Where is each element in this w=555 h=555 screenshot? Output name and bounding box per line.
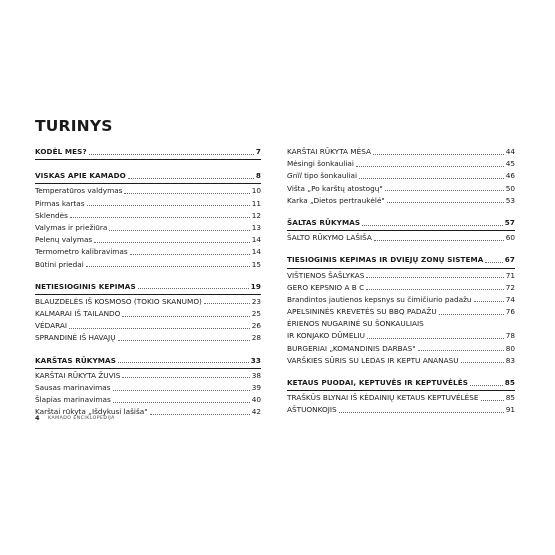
toc-entry[interactable] [35,394,261,406]
page-ref: 44 [505,147,515,156]
dot-leader [109,230,249,231]
toc-entry[interactable] [287,282,515,294]
entry-title: IR KONJAKO DŪMELIU [287,331,366,341]
dot-leader [474,301,504,302]
toc-right-column [287,146,515,427]
page-ref: 33 [250,355,261,365]
toc-section [35,281,261,345]
toc-entry[interactable] [287,355,515,367]
entry-title: KALMARAI IŠ TAILANDO [35,309,121,319]
section-rule [287,230,515,231]
entry-title: Vištа „Po karštų atostogų" [287,183,383,193]
entry-title: TRAŠKŪS BLYNAI IŠ KĖDAINIŲ KETAUS KEPTUVĖLĖSE [287,393,479,403]
page-ref: 67 [504,255,515,265]
dot-leader [118,362,249,363]
dot-leader [485,262,502,263]
toc-entry[interactable] [35,185,261,197]
entry-title: ŠALTO RŪKYMO LAŠIŠA [287,233,372,243]
section-rule [287,268,515,269]
toc-section-heading[interactable] [35,355,261,367]
entry-title: APELSININĖS KREVETĖS SU BBQ PADAŽU [287,307,437,317]
entry-title: Būtini priedai [35,259,84,269]
section-rule [35,159,261,160]
toc-entry[interactable] [287,170,515,182]
toc-entry[interactable] [287,318,515,330]
toc-section [35,355,261,419]
dot-leader [130,254,250,255]
page-ref: 80 [505,343,515,353]
dot-leader [118,340,250,341]
toc-section-heading[interactable] [287,254,515,266]
dot-leader [387,202,504,203]
page-ref: 71 [505,270,515,280]
section-rule [35,183,261,184]
entry-title: Temperatūros valdymas [35,186,123,196]
dot-leader [113,390,250,391]
toc-entry[interactable] [287,343,515,355]
toc-entry[interactable] [287,183,515,195]
page-ref: 46 [505,171,515,181]
page-ref: 19 [250,281,261,291]
dot-leader [122,316,249,317]
dot-leader [204,303,250,304]
toc-entry[interactable] [287,195,515,207]
entry-title: Termometro kalibravimas [35,247,128,257]
entry-title: VARŠKIES SŪRIS SU LEDAS IR KEPTU ANANASU [287,355,459,365]
toc-entry[interactable] [287,270,515,282]
entry-title: Sklendės [35,210,68,220]
dot-leader [69,328,250,329]
dot-leader [356,166,504,167]
section-title: VISKAS APIE KAMADO [35,171,126,181]
page-ref: 14 [251,247,261,257]
dot-leader [89,154,254,155]
entry-title: Brandintos jautienos kepsnys su čimičiurio padažu [287,294,472,304]
entry-title: KARŠTAI RŪKYTA ŽUVIS [35,370,121,380]
page-ref: 7 [255,147,261,156]
page-ref: 53 [505,195,515,205]
toc-section [287,146,515,207]
page-ref: 57 [504,217,515,227]
dot-leader [150,414,250,415]
entry-title: GERO KEPSNIO A B C [287,282,365,292]
entry-title: BLAUZDELĖS IŠ KOSMOSO (TOKIO SKANUMO) [35,296,202,306]
section-title: KODĖL MES? [35,147,87,156]
toc-entry[interactable] [287,404,515,416]
dot-leader [122,377,249,378]
toc-section-heading[interactable] [35,146,261,158]
dot-leader [366,289,503,290]
page-ref: 38 [251,370,261,380]
toc-entry[interactable] [35,198,261,210]
section-title: KARŠTAS RŪKYMAS [35,355,116,365]
toc-entry[interactable] [287,146,515,158]
dot-leader [339,412,504,413]
dot-leader [418,350,504,351]
page-ref: 8 [255,171,261,181]
page-ref: 85 [505,393,515,403]
toc-entry[interactable] [287,306,515,318]
toc-section [35,146,261,160]
entry-title: Sausas marinavimas [35,383,111,392]
toc-section [287,377,515,417]
page-ref: 78 [505,331,515,341]
dot-leader [70,217,250,218]
toc-entry[interactable] [35,234,261,246]
page-ref: 13 [251,222,261,232]
dot-leader [128,178,254,179]
entry-title: Šlapias marinavimas [35,395,111,405]
entry-title: Karka „Dietos pertraukėlė" [287,195,385,205]
toc-section-heading[interactable] [35,170,261,182]
page-ref: 91 [505,405,515,415]
section-title: KETAUS PUODAI, KEPTUVĖS IR KEPTUVĖLĖS [287,378,469,387]
toc-entry[interactable] [35,370,261,382]
dot-leader [94,242,249,243]
section-rule [35,368,261,369]
section-title: ŠALTAS RŪKYMAS [287,217,361,227]
dot-leader [439,314,504,315]
dot-leader [86,266,250,267]
page-ref: 12 [251,210,261,220]
toc-entry[interactable] [35,259,261,271]
page-ref: 60 [505,233,515,243]
page-footer [35,414,115,422]
toc-section-heading[interactable] [35,281,261,293]
dot-leader [367,338,504,339]
page-ref: 85 [504,378,515,387]
entry-title: KARŠTAI RŪKYTA MĖSA [287,147,371,156]
page-ref: 14 [251,235,261,245]
dot-leader [362,225,503,226]
entry-title: VĖDARAI [35,321,68,331]
dot-leader [461,362,504,363]
page-ref: 28 [251,333,261,343]
page-ref: 42 [251,407,261,417]
toc-entry[interactable] [35,308,261,320]
dot-leader [470,385,503,386]
page-ref: 74 [505,294,515,304]
entry-title: Valymas ir priežiūra [35,222,108,232]
toc-entry[interactable] [35,210,261,222]
book-title: KAMADO ENCIKLOPEDIJA [48,415,115,421]
page-ref: 40 [251,395,261,405]
page-ref: 39 [251,383,261,392]
entry-title: SPRANDINĖ IŠ HAVAJŲ [35,333,116,343]
entry-title: AŠTUONKOJIS [287,405,337,415]
dot-leader [359,178,504,179]
dot-leader [373,154,504,155]
page-number: 4 [35,414,41,422]
toc-entry[interactable] [35,332,261,344]
dot-leader [374,240,504,241]
page-ref: 15 [251,259,261,269]
page-ref: 76 [505,307,515,317]
entry-title: ĖRIENOS NUGARINĖ SU ŠONKAULIAIS [287,319,424,329]
toc-section-heading[interactable] [287,217,515,229]
dot-leader [138,288,249,289]
section-rule [287,390,515,391]
page-ref: 50 [505,183,515,193]
toc-entry[interactable] [35,222,261,234]
section-title: NETIESIOGINIS KEPIMAS [35,281,136,291]
toc-section [35,170,261,271]
toc-entry[interactable] [287,232,515,244]
entry-title: VIŠTIENOS ŠAŠLYKAS [287,270,365,280]
toc-entry[interactable] [287,392,515,404]
dot-leader [113,402,250,403]
section-rule [35,294,261,295]
section-title: TIESIOGINIS KEPIMAS IR DVIEJŲ ZONŲ SISTEMA [287,255,484,265]
toc-entry[interactable] [287,330,515,342]
toc-entry[interactable] [35,320,261,332]
page-ref: 72 [505,282,515,292]
page-ref: 45 [505,159,515,169]
toc-left-column [35,146,261,429]
dot-leader [124,193,249,194]
entry-title: Pirmas kartas [35,198,85,208]
toc-section [287,217,515,244]
entry-title: Grill tipo šonkauliai [287,171,358,181]
entry-title: Karštai rūkyta „Išdykusi lašiša" [35,407,148,417]
page-ref: 83 [505,355,515,365]
entry-title: Pelenų valymas [35,235,93,245]
entry-title: BURGERIAI „KOMANDINIS DARBAS" [287,343,416,353]
toc-entry[interactable] [287,158,515,170]
toc-entry[interactable] [35,382,261,394]
page-ref: 23 [251,296,261,306]
page-ref: 10 [251,186,261,196]
page-title: TURINYS [35,117,113,135]
toc-entry[interactable] [35,246,261,258]
dot-leader [385,190,504,191]
toc-entry[interactable] [287,294,515,306]
toc-section [287,254,515,367]
page-ref: 26 [251,321,261,331]
entry-title: Mėsingi šonkauliai [287,159,354,169]
page-ref: 11 [251,198,261,208]
toc-section-heading[interactable] [287,377,515,389]
dot-leader [481,400,504,401]
dot-leader [366,277,503,278]
toc-entry[interactable] [35,296,261,308]
dot-leader [87,205,250,206]
page-ref: 25 [251,309,261,319]
